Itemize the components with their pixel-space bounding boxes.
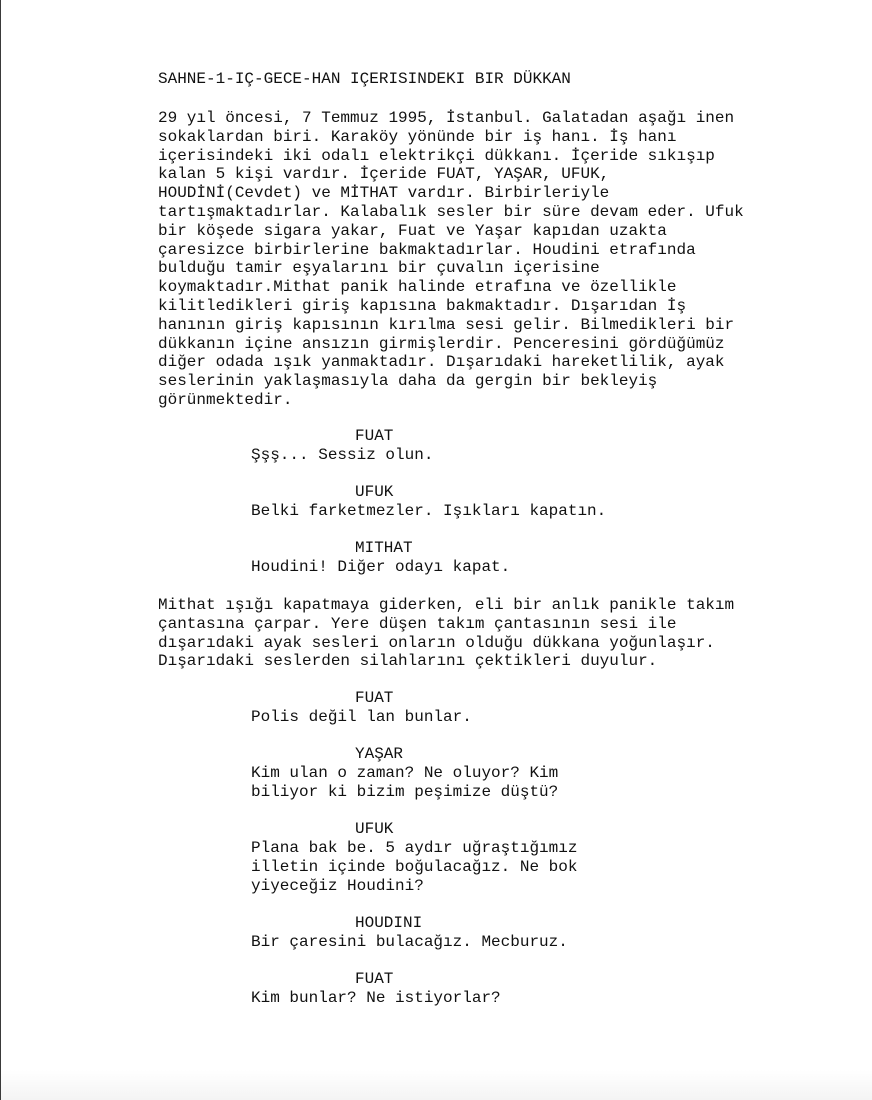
- action-line: koymaktadır.Mithat panik halinde etrafına ve özellikle: [158, 278, 677, 297]
- character-name: UFUK: [355, 820, 394, 838]
- dialogue-line: Kim bunlar? Ne istiyorlar?: [251, 989, 501, 1007]
- dialogue-line: yiyeceğiz Houdini?: [251, 876, 424, 895]
- dialogue-line: Kim ulan o zaman? Ne oluyor? Kim: [251, 764, 559, 782]
- action-line: bulduğu tamir eşyalarını bir çuvalın içerisine: [158, 259, 600, 278]
- scene-heading: SAHNE-1-IÇ-GECE-HAN IÇERISINDEKI BIR DÜKKAN: [158, 70, 571, 88]
- action-line: Mithat ışığı kapatmaya giderken, eli bir anlık panikle takım: [158, 596, 735, 614]
- dialogue-line: Plana bak be. 5 aydır uğraştığımız: [251, 839, 578, 857]
- character-name: YAŞAR: [355, 745, 404, 763]
- action-line: bir köşede sigara yakar, Fuat ve Yaşar kapıdan uzakta: [158, 221, 667, 240]
- action-line: içerisindeki iki odalı elektrikçi dükkanı. İçeride sıkışıp: [158, 146, 715, 165]
- character-name: UFUK: [355, 483, 394, 501]
- dialogue-line: Şşş... Sessiz olun.: [251, 446, 434, 464]
- character-name: HOUDINI: [355, 914, 423, 932]
- action-line: dükkanın içine ansızın girmişlerdir. Penceresini gördüğümüz: [158, 334, 725, 353]
- action-line: sokaklardan biri. Karaköy yönünde bir iş hanı. İş hanı: [158, 127, 677, 146]
- action-line: dışarıdaki ayak sesleri onların olduğu dükkana yoğunlaşır.: [158, 633, 715, 652]
- character-name: FUAT: [355, 427, 394, 445]
- page-bottom-shadow: [1, 1070, 872, 1100]
- action-line: seslerinin yaklaşmasıyla daha da gergin bir bekleyiş: [158, 372, 658, 391]
- dialogue-line: Belki farketmezler. Işıkları kapatın.: [251, 502, 607, 520]
- dialogue-line: illetin içinde boğulacağız. Ne bok: [251, 857, 578, 876]
- action-line: görünmektedir.: [158, 391, 293, 409]
- action-line: hanının giriş kapısının kırılma sesi gelir. Bilmedikleri bir: [158, 315, 735, 334]
- dialogue-line: Polis değil lan bunlar.: [251, 708, 472, 726]
- action-line: çantasına çarpar. Yere düşen takım çantasının sesi ile: [158, 614, 677, 633]
- action-line: kilitledikleri giriş kapısına bakmaktadır. Dışarıdan İş: [158, 297, 687, 315]
- action-line: Dışarıdaki seslerden silahlarını çektikleri duyulur.: [158, 652, 658, 671]
- dialogue-line: Houdini! Diğer odayı kapat.: [251, 558, 511, 576]
- character-name: FUAT: [355, 970, 394, 988]
- dialogue-line: Bir çaresini bulacağız. Mecburuz.: [251, 933, 568, 951]
- dialogue-line: biliyor ki bizim peşimize düştü?: [251, 782, 559, 801]
- character-name: FUAT: [355, 689, 394, 707]
- action-line: kalan 5 kişi vardır. İçeride FUAT, YAŞAR, UFUK,: [158, 165, 610, 184]
- action-line: 29 yıl öncesi, 7 Temmuz 1995, İstanbul. Galatadan aşağı inen: [158, 109, 735, 127]
- character-name: MITHAT: [355, 539, 413, 557]
- action-line: HOUDİNİ(Cevdet) ve MİTHAT vardır. Birbirleriyle: [158, 184, 610, 203]
- action-line: çaresizce birbirlerine bakmaktadırlar. Houdini etrafında: [158, 240, 696, 259]
- action-line: tartışmaktadırlar. Kalabalık sesler bir süre devam eder. Ufuk: [158, 203, 744, 221]
- action-line: diğer odada ışık yanmaktadır. Dışarıdaki hareketlilik, ayak: [158, 353, 725, 372]
